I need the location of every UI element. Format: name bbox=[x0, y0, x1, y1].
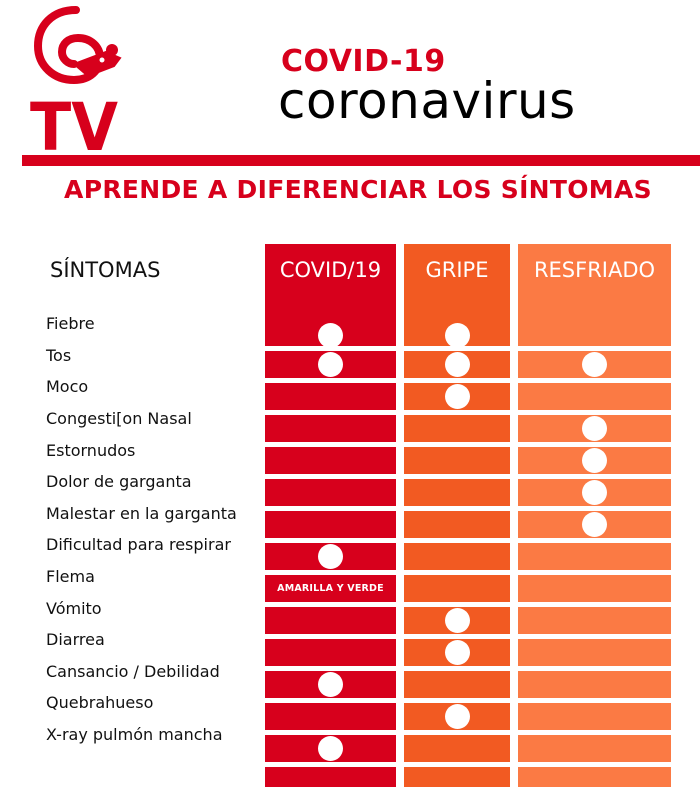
table-cell-covid bbox=[265, 479, 396, 506]
table-cell-covid bbox=[265, 351, 396, 378]
title-coronavirus: coronavirus bbox=[278, 72, 576, 130]
table-cell-covid bbox=[265, 383, 396, 410]
table-cell-footer bbox=[404, 767, 510, 787]
header-divider-bar bbox=[22, 155, 700, 166]
symptom-present-dot bbox=[445, 704, 470, 729]
symptom-present-dot bbox=[445, 640, 470, 665]
table-cell-resfriado bbox=[518, 607, 671, 634]
table-cell-covid bbox=[265, 735, 396, 762]
symptom-label: Estornudos bbox=[46, 440, 136, 460]
table-cell-covid bbox=[265, 703, 396, 730]
table-cell-covid bbox=[265, 447, 396, 474]
table-cell-resfriado bbox=[518, 324, 671, 346]
table-cell-resfriado bbox=[518, 383, 671, 410]
table-cell-covid bbox=[265, 671, 396, 698]
symptom-label: Vómito bbox=[46, 598, 102, 618]
tv-logo bbox=[28, 4, 124, 154]
symptoms-header: SÍNTOMAS bbox=[50, 258, 161, 282]
symptom-label: Tos bbox=[46, 345, 72, 365]
column-gripe bbox=[404, 244, 510, 787]
table-cell-resfriado bbox=[518, 351, 671, 378]
table-cell-gripe bbox=[404, 447, 510, 474]
column-header-resfriado: RESFRIADO bbox=[518, 244, 671, 324]
symptom-present-dot bbox=[445, 352, 470, 377]
symptom-present-dot bbox=[318, 736, 343, 761]
table-cell-gripe bbox=[404, 351, 510, 378]
symptom-present-dot bbox=[445, 323, 470, 348]
mouse-icon bbox=[38, 10, 120, 80]
table-cell-footer bbox=[518, 767, 671, 787]
table-cell-gripe bbox=[404, 383, 510, 410]
column-header-covid: COVID/19 bbox=[265, 244, 396, 324]
subtitle: APRENDE A DIFERENCIAR LOS SÍNTOMAS bbox=[64, 175, 652, 204]
symptom-label: X-ray pulmón mancha bbox=[46, 725, 223, 745]
symptom-label: Fiebre bbox=[46, 314, 95, 334]
symptom-label: Quebrahueso bbox=[46, 693, 154, 713]
table-cell-covid bbox=[265, 639, 396, 666]
table-cell-footer bbox=[265, 767, 396, 787]
table-cell-covid bbox=[265, 511, 396, 538]
table-cell-resfriado bbox=[518, 703, 671, 730]
table-cell-resfriado bbox=[518, 479, 671, 506]
symptom-label: Malestar en la garganta bbox=[46, 503, 237, 523]
symptom-present-dot bbox=[318, 672, 343, 697]
table-cell-resfriado bbox=[518, 671, 671, 698]
symptom-label: Flema bbox=[46, 567, 95, 587]
table-cell-covid bbox=[265, 415, 396, 442]
table-cell-gripe bbox=[404, 479, 510, 506]
symptom-present-dot bbox=[318, 544, 343, 569]
table-cell-covid bbox=[265, 543, 396, 570]
table-cell-covid bbox=[265, 607, 396, 634]
symptom-label: Cansancio / Debilidad bbox=[46, 661, 220, 681]
symptom-present-dot bbox=[582, 352, 607, 377]
table-cell-gripe bbox=[404, 324, 510, 346]
table-cell-gripe bbox=[404, 639, 510, 666]
symptom-present-dot bbox=[445, 608, 470, 633]
table-cell-gripe bbox=[404, 575, 510, 602]
table-cell-gripe bbox=[404, 543, 510, 570]
symptom-present-dot bbox=[318, 352, 343, 377]
symptom-label: Dificultad para respirar bbox=[46, 535, 231, 555]
symptom-labels bbox=[46, 308, 237, 750]
title-covid: COVID-19 bbox=[281, 44, 446, 79]
symptom-label: Diarrea bbox=[46, 630, 105, 650]
table-cell-gripe bbox=[404, 415, 510, 442]
table-cell-resfriado bbox=[518, 511, 671, 538]
symptom-present-dot bbox=[318, 323, 343, 348]
symptom-present-dot bbox=[582, 480, 607, 505]
column-covid bbox=[265, 244, 396, 787]
table-cell-gripe bbox=[404, 671, 510, 698]
table-cell-resfriado bbox=[518, 447, 671, 474]
table-cell-gripe bbox=[404, 703, 510, 730]
table-cell-resfriado bbox=[518, 543, 671, 570]
symptom-label: Congesti[on Nasal bbox=[46, 409, 192, 429]
table-cell-resfriado bbox=[518, 575, 671, 602]
table-cell-gripe bbox=[404, 735, 510, 762]
table-cell-gripe bbox=[404, 607, 510, 634]
symptom-present-dot bbox=[582, 416, 607, 441]
column-resfriado bbox=[518, 244, 671, 787]
table-cell-covid bbox=[265, 575, 396, 602]
symptom-label: Dolor de garganta bbox=[46, 472, 192, 492]
column-header-gripe: GRIPE bbox=[404, 244, 510, 324]
symptom-present-dot bbox=[445, 384, 470, 409]
cell-note: AMARILLA Y VERDE bbox=[277, 583, 384, 594]
symptom-present-dot bbox=[582, 448, 607, 473]
logo-text: TV bbox=[30, 89, 118, 154]
table-cell-covid bbox=[265, 324, 396, 346]
symptom-present-dot bbox=[582, 512, 607, 537]
table-cell-resfriado bbox=[518, 639, 671, 666]
table-cell-resfriado bbox=[518, 735, 671, 762]
table-cell-gripe bbox=[404, 511, 510, 538]
table-cell-resfriado bbox=[518, 415, 671, 442]
symptom-label: Moco bbox=[46, 377, 89, 397]
